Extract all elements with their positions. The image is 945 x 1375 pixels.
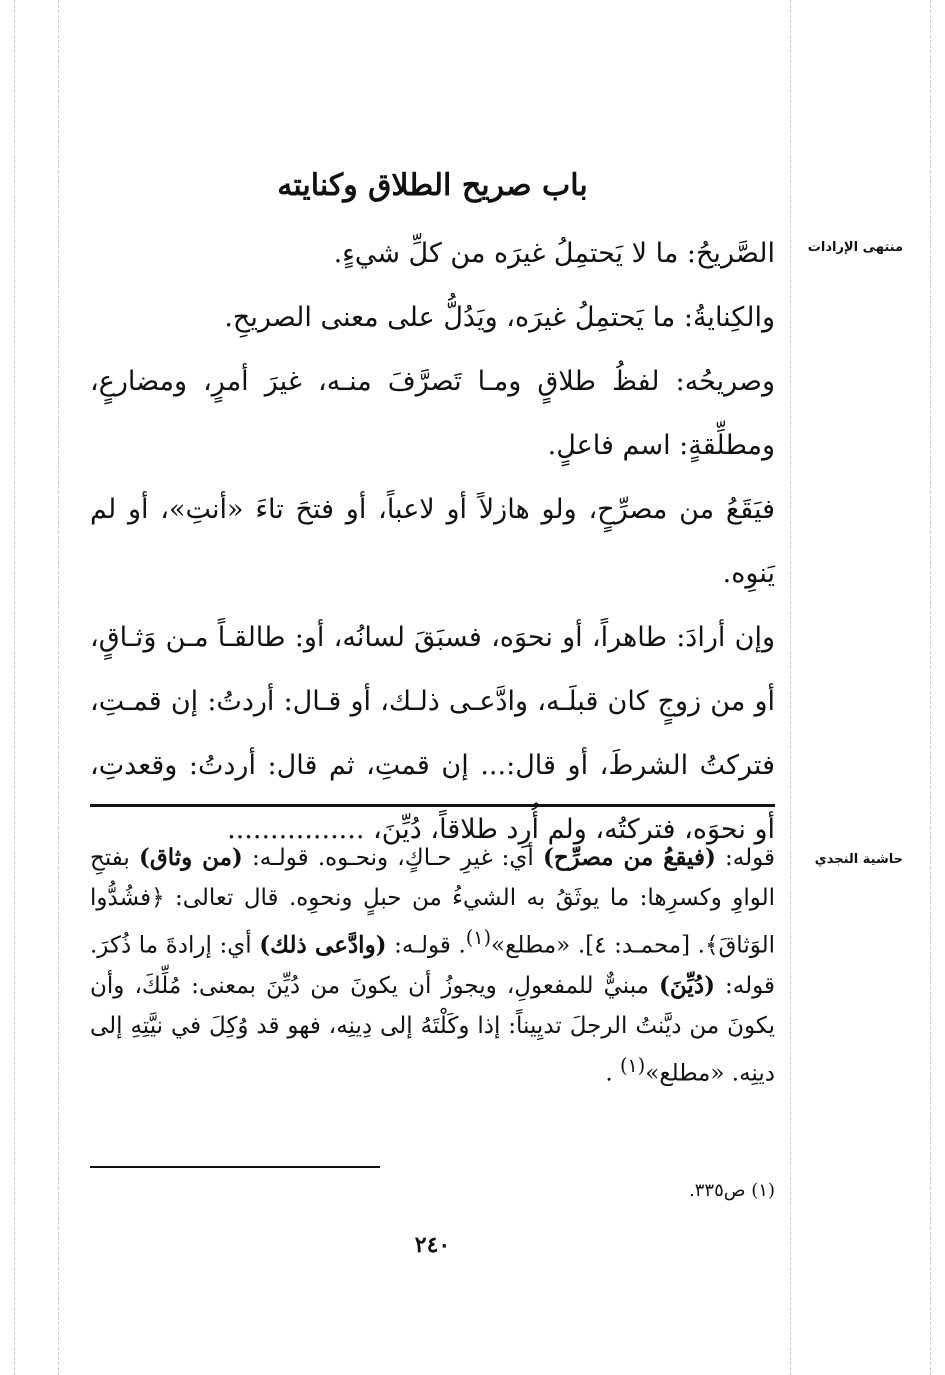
note-quote: (وادَّعى ذلك)	[259, 931, 387, 959]
note-text: بفتحِ الواوِ وكسرِها: ما يوثَقُ به الشيءُ من حبلٍ ونحوِه. قال تعالى: ﴿فشُدُّوا الوَثاقَ﴾. [محمـد: ٤]. «مطلع»	[90, 845, 775, 959]
note-quote: (فيقعُ من مصرِّح)	[542, 844, 716, 871]
paragraph: فيَقَعُ من مصرِّحٍ، ولو هازلاً أو لاعباً، أو فتحَ تاءَ «أنتِ»، أو لم يَنوِه.	[90, 494, 775, 589]
note-text: أي: غيرِ حـاكٍ، ونحـوه. قولـه:	[242, 845, 543, 871]
paragraph: وصريحُه: لفظُ طلاقٍ ومـا تَصرَّفَ منـه، غيرَ أمرٍ، ومضارعٍ، ومطلِّقةٍ: اسم فاعلٍ.	[90, 366, 775, 461]
main-text	[90, 222, 775, 862]
margin-guide-inner	[58, 0, 59, 1375]
section-divider	[90, 804, 775, 807]
note-text: . قولـه:	[386, 932, 466, 959]
footnote-ref: (١)	[465, 926, 492, 949]
note-quote: (من وثاق)	[138, 844, 243, 871]
margin-guide-right	[790, 0, 791, 1375]
side-label-main: منتهى الإرادات	[807, 240, 903, 255]
note-text: قوله:	[715, 845, 775, 871]
note-text: أي: إرادةَ ما ذُكرَ. قوله:	[90, 932, 775, 999]
footnote-divider	[90, 1166, 380, 1168]
footnote-ref: (١)	[620, 1053, 646, 1077]
page-number: ٢٤٠	[414, 1232, 451, 1258]
paragraph: والكِنايةُ: ما يَحتمِلُ غيرَه، ويَدُلُّ على معنى الصريحِ.	[224, 302, 775, 333]
note-text: .	[605, 1060, 620, 1087]
note-text: مبنيٌّ للمفعولِ، ويجوزُ أن يكونَ من دُيِّنَ بمعنى: مُلِّكَ، وأن يكونَ من ديَّنتُ الرجلَ تديِيناً: إذا وكَلْتَهُ إلى دِينِه، فهو قد وُكِلَ في نيَّتِهِ إلى دينِه. «مطلع»	[90, 972, 775, 1087]
note-quote: (دُيِّنَ)	[659, 971, 715, 999]
paragraph: الصَّريحُ: ما لا يَحتمِلُ غيرَه من كلِّ شيءٍ.	[333, 238, 775, 269]
commentary-text	[90, 838, 775, 1093]
side-label-note: حاشية النجدي	[814, 852, 903, 867]
paragraph: وإن أرادَ: طاهراً، أو نحوَه، فسبَقَ لسانُه، أو: طالقـاً مـن وَثـاقٍ، أو من زوجٍ كان قبلَـه، وادَّعـى ذلـك، أو قـال: أردتُ: إن قمـتِ، فتركتُ الشرطَ، أو قال:... إن قمتِ، ثم قال: أردتُ: وقعدتِ، أو نحوَه، فتركتُه، ولم أُرِد طلاقاً، دُيِّنَ، ................	[90, 622, 775, 845]
margin-guide-far-right	[930, 0, 931, 1375]
book-page	[90, 150, 775, 1290]
margin-guide-left	[14, 0, 15, 1375]
chapter-title: باب صريح الطلاق وكنايته	[277, 168, 588, 203]
footnote: (١) ص٣٣٥.	[689, 1180, 775, 1201]
